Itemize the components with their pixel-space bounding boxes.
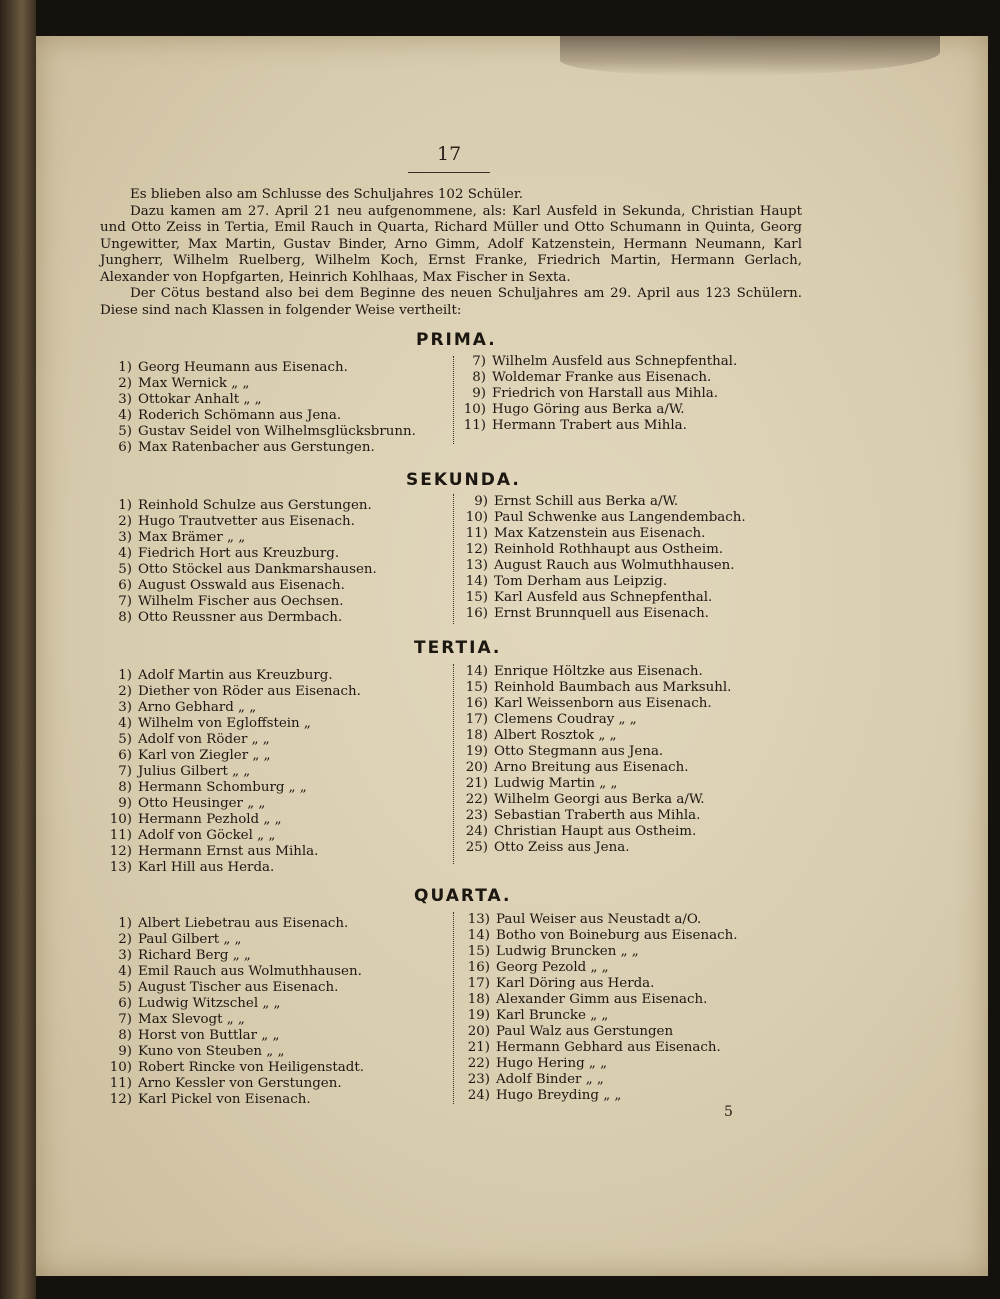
list-item: 23) Sebastian Traberth aus Mihla. [465,808,701,823]
list-item: 6) Max Ratenbacher aus Gerstungen. [118,440,375,455]
page-number-rule [408,172,490,173]
list-item: 1) Georg Heumann aus Eisenach. [118,360,348,375]
list-item: 3) Richard Berg „ „ [118,948,251,963]
quarta-left-list [108,916,364,1108]
column-divider [453,494,458,624]
list-item: 4) Roderich Schömann aus Jena. [118,408,342,423]
intro-line-1: Es blieben also am Schlusse des Schuljahres 102 Schüler. [130,187,524,202]
list-item: 5) August Tischer aus Eisenach. [118,980,339,995]
list-item: 9) Otto Heusinger „ „ [118,796,266,811]
list-item: 9) Kuno von Steuben „ „ [118,1044,285,1059]
list-item: 4) Emil Rauch aus Wolmuthhausen. [118,964,362,979]
list-item: 2) Paul Gilbert „ „ [118,932,242,947]
list-item: 10) Robert Rincke von Heiligenstadt. [109,1060,364,1075]
list-item: 4) Wilhelm von Egloffstein „ [118,716,311,731]
list-item: 10) Hermann Pezhold „ „ [109,812,282,827]
section-title-prima: PRIMA. [416,330,497,350]
list-item: 16) Ernst Brunnquell aus Eisenach. [465,606,709,621]
intro-paragraph-2: Dazu kamen am 27. April 21 neu aufgenommene, als: Karl Ausfeld in Sekunda, Christian Haupt und Otto Zeiss in Tertia, Emil Rauch in Quarta, Richard Müller und Otto Schumann in Quinta, Georg Ungewitter, Max Martin, Gustav Binder, Arno Gimm, Adolf Katzenstein, Hermann Neumann, Karl Jungherr, Wilhelm Ruelberg, Wilhelm Koch, Ernst Franke, Friedrich Martin, Hermann Gerlach, Alexander von Hopfgarten, Heinrich Kohlhaas, Max Fischer in Sexta. [100,203,802,285]
column-divider [453,664,458,864]
list-item: 8) Hermann Schomburg „ „ [118,780,307,795]
signature-mark: 5 [724,1104,733,1120]
list-item: 14) Botho von Boineburg aus Eisenach. [467,928,738,943]
list-item: 11) Max Katzenstein aus Eisenach. [465,526,706,541]
list-item: 11) Hermann Trabert aus Mihla. [463,418,687,433]
list-item: 13) August Rauch aus Wolmuthhausen. [465,558,735,573]
list-item: 19) Karl Bruncke „ „ [467,1008,609,1023]
list-item: 8) Woldemar Franke aus Eisenach. [472,370,712,385]
list-item: 3) Max Brämer „ „ [118,530,246,545]
list-item: 10) Hugo Göring aus Berka a/W. [463,402,685,417]
list-item: 11) Arno Kessler von Gerstungen. [109,1076,342,1091]
quarta-right-list [466,912,737,1104]
list-item: 1) Adolf Martin aus Kreuzburg. [118,668,333,683]
list-item: 16) Georg Pezold „ „ [467,960,609,975]
list-item: 5) Adolf von Röder „ „ [118,732,270,747]
list-item: 7) Wilhelm Fischer aus Oechsen. [118,594,344,609]
list-item: 6) August Osswald aus Eisenach. [118,578,345,593]
list-item: 6) Ludwig Witzschel „ „ [118,996,281,1011]
prima-left-list [108,360,416,456]
tertia-left-list [108,668,361,876]
list-item: 12) Hermann Ernst aus Mihla. [109,844,319,859]
list-item: 20) Paul Walz aus Gerstungen [467,1024,674,1039]
list-item: 13) Paul Weiser aus Neustadt a/O. [467,912,702,927]
list-item: 8) Otto Reussner aus Dermbach. [118,610,343,625]
list-item: 15) Ludwig Bruncken „ „ [467,944,639,959]
list-item: 23) Adolf Binder „ „ [467,1072,604,1087]
sekunda-left-list [108,498,377,626]
list-item: 9) Ernst Schill aus Berka a/W. [474,494,679,509]
list-item: 24) Christian Haupt aus Ostheim. [465,824,697,839]
list-item: 15) Karl Ausfeld aus Schnepfenthal. [465,590,713,605]
list-item: 24) Hugo Breyding „ „ [467,1088,622,1103]
list-item: 21) Hermann Gebhard aus Eisenach. [467,1040,721,1055]
list-item: 2) Max Wernick „ „ [118,376,250,391]
list-item: 11) Adolf von Göckel „ „ [109,828,276,843]
section-title-tertia: TERTIA. [414,638,502,658]
section-title-sekunda: SEKUNDA. [406,470,521,490]
list-item: 3) Arno Gebhard „ „ [118,700,257,715]
list-item: 5) Gustav Seidel von Wilhelmsglücksbrunn. [118,424,416,439]
list-item: 22) Hugo Hering „ „ [467,1056,608,1071]
list-item: 4) Fiedrich Hort aus Kreuzburg. [118,546,340,561]
list-item: 18) Alexander Gimm aus Eisenach. [467,992,708,1007]
list-item: 2) Hugo Trautvetter aus Eisenach. [118,514,355,529]
list-item: 12) Reinhold Rothhaupt aus Ostheim. [465,542,724,557]
list-item: 19) Otto Stegmann aus Jena. [465,744,664,759]
list-item: 17) Karl Döring aus Herda. [467,976,655,991]
prima-right-list [462,354,737,434]
list-item: 7) Wilhelm Ausfeld aus Schnepfenthal. [472,354,738,369]
list-item: 13) Karl Hill aus Herda. [109,860,275,875]
list-item: 7) Julius Gilbert „ „ [118,764,251,779]
intro-text [100,187,802,319]
list-item: 2) Diether von Röder aus Eisenach. [118,684,361,699]
list-item: 8) Horst von Buttlar „ „ [118,1028,280,1043]
list-item: 9) Friedrich von Harstall aus Mihla. [472,386,719,401]
tertia-right-list [464,664,731,856]
list-item: 20) Arno Breitung aus Eisenach. [465,760,689,775]
list-item: 22) Wilhelm Georgi aus Berka a/W. [465,792,705,807]
list-item: 5) Otto Stöckel aus Dankmarshausen. [118,562,377,577]
sekunda-right-list [464,494,746,622]
list-item: 7) Max Slevogt „ „ [118,1012,245,1027]
list-item: 3) Ottokar Anhalt „ „ [118,392,262,407]
section-title-quarta: QUARTA. [414,886,512,906]
list-item: 6) Karl von Ziegler „ „ [118,748,271,763]
column-divider [453,356,458,444]
list-item: 15) Reinhold Baumbach aus Marksuhl. [465,680,732,695]
list-item: 17) Clemens Coudray „ „ [465,712,637,727]
list-item: 14) Tom Derham aus Leipzig. [465,574,668,589]
list-item: 18) Albert Rosztok „ „ [465,728,617,743]
page-number: 17 [437,143,462,165]
list-item: 1) Reinhold Schulze aus Gerstungen. [118,498,372,513]
intro-paragraph-3: Der Cötus bestand also bei dem Beginne des neuen Schuljahres am 29. April aus 123 Schülern. Diese sind nach Klassen in folgender Weise vertheilt: [100,286,802,318]
list-item: 25) Otto Zeiss aus Jena. [465,840,630,855]
list-item: 14) Enrique Höltzke aus Eisenach. [465,664,703,679]
list-item: 12) Karl Pickel von Eisenach. [109,1092,311,1107]
list-item: 21) Ludwig Martin „ „ [465,776,618,791]
facing-page-edge [0,0,36,1299]
list-item: 10) Paul Schwenke aus Langendembach. [465,510,746,525]
list-item: 1) Albert Liebetrau aus Eisenach. [118,916,349,931]
column-divider [453,912,458,1104]
list-item: 16) Karl Weissenborn aus Eisenach. [465,696,712,711]
